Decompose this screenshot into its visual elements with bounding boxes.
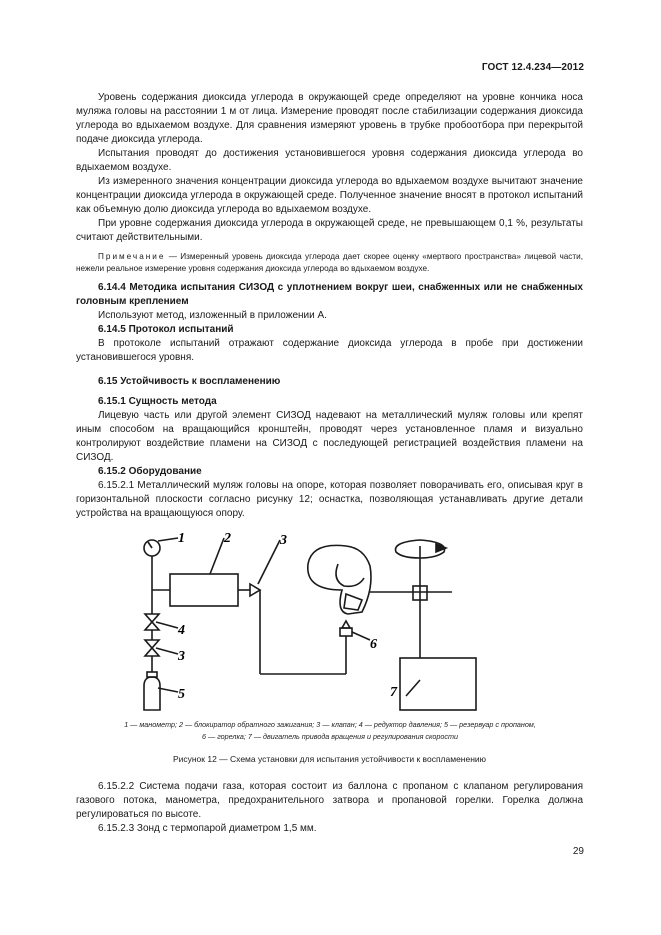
figure-12-schematic (100, 528, 480, 713)
paragraph: Уровень содержания диоксида углерода в окружающей среде определяют на уровне кончика носа муляжа головы на расстоянии 1 м от лица. Измерение проводят после стабилизации содержания диоксида углерода во вдыхаемом воздухе. Для сравнения измеряют уровень в трубке пробоотбора при перекрытой подаче диоксида углерода. (76, 92, 583, 145)
note (76, 251, 583, 275)
section-heading: 6.14.5 Протокол испытаний (98, 324, 234, 335)
figure-label-2: 2 (224, 531, 231, 546)
valve-symbol (250, 584, 260, 596)
burner-symbol (340, 628, 352, 636)
figure-caption: Рисунок 12 — Схема установки для испытания устойчивости к воспламенению (172, 754, 487, 764)
section-heading: 6.15 Устойчивость к воспламенению (98, 376, 281, 387)
paragraph: Используют метод, изложенный в приложении А. (98, 310, 327, 321)
figure-label-7: 7 (390, 685, 397, 700)
section-heading: 6.15.1 Сущность метода (98, 396, 217, 407)
head-dummy-symbol (308, 545, 371, 614)
paragraph: Лицевую часть или другой элемент СИЗОД надевают на металлический муляж головы или крепят иным способом на вращающийся кронштейн, проводят через установленное пламя и визуально контролируют воздействие пламени на СИЗОД с последующей регистрацией воздействия пламени на СИЗОД. (76, 410, 583, 463)
body-text-block-1 (76, 91, 583, 521)
paragraph: Испытания проводят до достижения установившегося уровня содержания диоксида углерода во вдыхаемом воздухе. (76, 148, 583, 173)
figure-label-3: 3 (280, 533, 287, 548)
section-heading: 6.15.2 Оборудование (98, 466, 202, 477)
paragraph: 6.15.2.2 Система подачи газа, которая состоит из баллона с пропаном с клапаном регулирования газового потока, манометра, предохранительного затвора и пропановой горелки. Горелка должна регулироваться по высоте. (76, 781, 583, 820)
paragraph: В протоколе испытаний отражают содержание диоксида углерода в пробе при достижении установившегося уровня. (76, 338, 583, 363)
paragraph: Из измеренного значения концентрации диоксида углерода во вдыхаемом воздухе вычитают значение концентрации диоксида углерода в окружающей среде. Полученное значение вносят в протокол испытаний как объемную долю диоксида углерода во вдыхаемом воздухе. (76, 176, 583, 215)
standard-header: ГОСТ 12.4.234—2012 (481, 62, 584, 73)
legend-line: 1 — манометр; 2 — блокиратор обратного зажигания; 3 — клапан; 4 — редуктор давления; 5 — резервуар с пропаном, (124, 720, 536, 729)
flashback-arrestor-box (170, 574, 238, 606)
paragraph: 6.15.2.3 Зонд с термопарой диаметром 1,5 мм. (98, 823, 317, 834)
legend-line: 6 — горелка; 7 — двигатель привода вращения и регулирования скорости (202, 732, 458, 741)
figure-label-4: 4 (178, 623, 185, 638)
figure-label-3-lower: 3 (178, 649, 185, 664)
note-text: — Измеренный уровень диоксида углерода дает скорее оценку «мертвого пространства» лицевой части, нежели реальное измерение уровня содержания диоксида углерода во вдыхаемом воздухе. (76, 252, 583, 273)
paragraph: При уровне содержания диоксида углерода в окружающей среде, не превышающем 0,1 %, результаты считают действительными. (76, 218, 583, 243)
note-label: Примечание (98, 252, 166, 261)
body-text-block-2 (76, 780, 583, 836)
figure-label-6: 6 (370, 637, 377, 652)
section-heading: 6.14.4 Методика испытания СИЗОД с уплотнением вокруг шеи, снабженных или не снабженных головным креплением (76, 282, 583, 307)
motor-box (400, 658, 476, 710)
propane-tank-symbol (144, 677, 160, 710)
page-number: 29 (572, 846, 584, 857)
figure-label-1: 1 (178, 531, 185, 546)
figure-label-5: 5 (178, 687, 185, 702)
figure-legend (70, 719, 590, 743)
paragraph: 6.15.2.1 Металлический муляж головы на опоре, которая позволяет поворачивать его, описывая круг в горизонтальной плоскости согласно рисунку 12; оснастка, позволяющая устанавливать другие детали устройства на вращающуюся опору. (76, 480, 583, 519)
